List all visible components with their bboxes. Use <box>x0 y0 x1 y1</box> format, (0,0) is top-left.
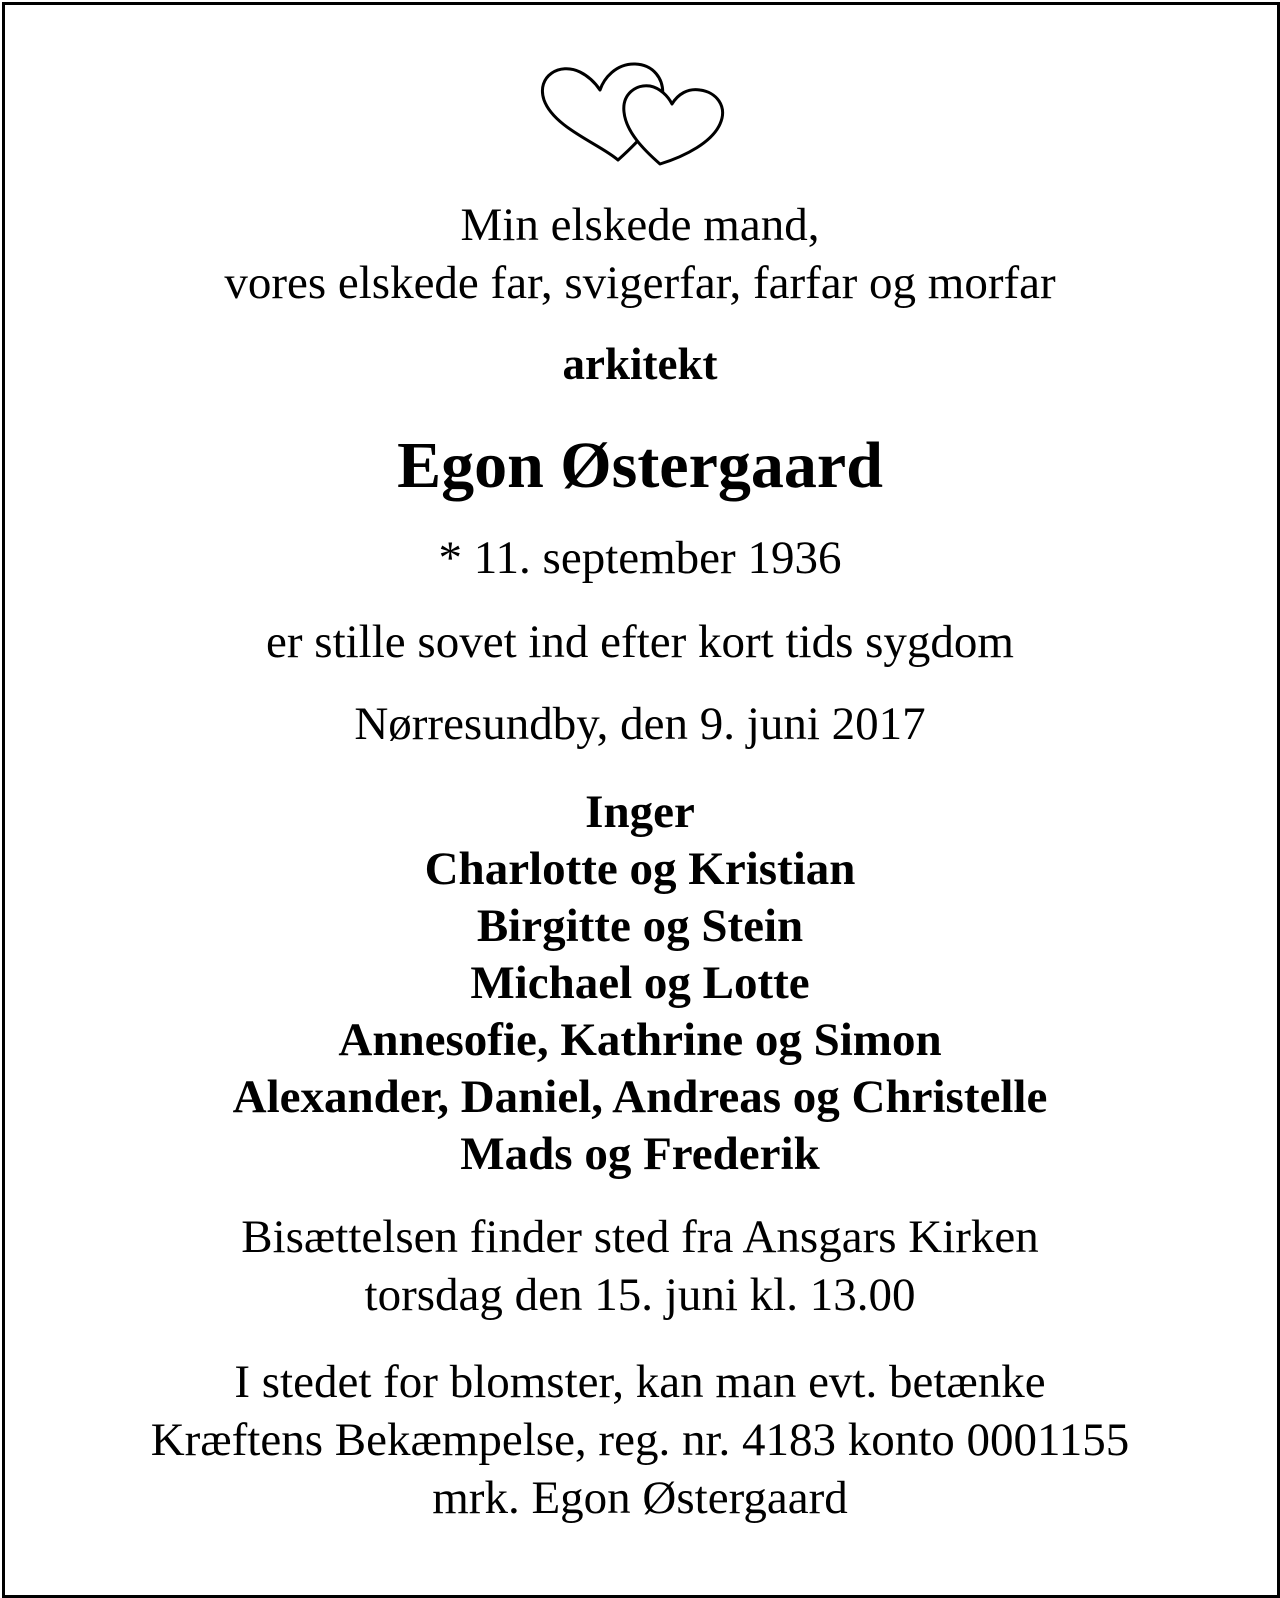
deceased-name: Egon Østergaard <box>397 429 883 502</box>
family-line: Alexander, Daniel, Andreas og Christelle <box>232 1071 1048 1123</box>
donation-line: I stedet for blomster, kan man evt. betænke <box>234 1356 1046 1408</box>
funeral-line: torsdag den 15. juni kl. 13.00 <box>364 1269 916 1321</box>
passing-statement: er stille sovet ind efter kort tids sygdom <box>266 616 1014 668</box>
donation-info <box>0 1353 1280 1527</box>
donation-line: Kræftens Bekæmpelse, reg. nr. 4183 konto 0001155 <box>150 1414 1130 1466</box>
family-line: Inger <box>585 786 695 838</box>
intro-line: vores elskede far, svigerfar, farfar og morfar <box>224 257 1056 309</box>
intro-line: Min elskede mand, <box>460 199 820 251</box>
funeral-line: Bisættelsen finder sted fra Ansgars Kirken <box>241 1211 1039 1263</box>
donation-line: mrk. Egon Østergaard <box>432 1472 848 1524</box>
place-and-date: Nørresundby, den 9. juni 2017 <box>354 698 926 750</box>
family-line: Birgitte og Stein <box>476 900 804 952</box>
family-line: Michael og Lotte <box>470 957 810 1009</box>
birth-date: * 11. september 1936 <box>438 532 842 584</box>
deceased-title: arkitekt <box>562 339 718 389</box>
funeral-info <box>0 1208 1280 1324</box>
family-names <box>0 784 1280 1183</box>
family-line: Annesofie, Kathrine og Simon <box>338 1014 942 1066</box>
two-hearts-icon <box>540 60 740 172</box>
family-line: Charlotte og Kristian <box>424 843 856 895</box>
family-line: Mads og Frederik <box>460 1128 820 1180</box>
intro-text <box>0 196 1280 312</box>
